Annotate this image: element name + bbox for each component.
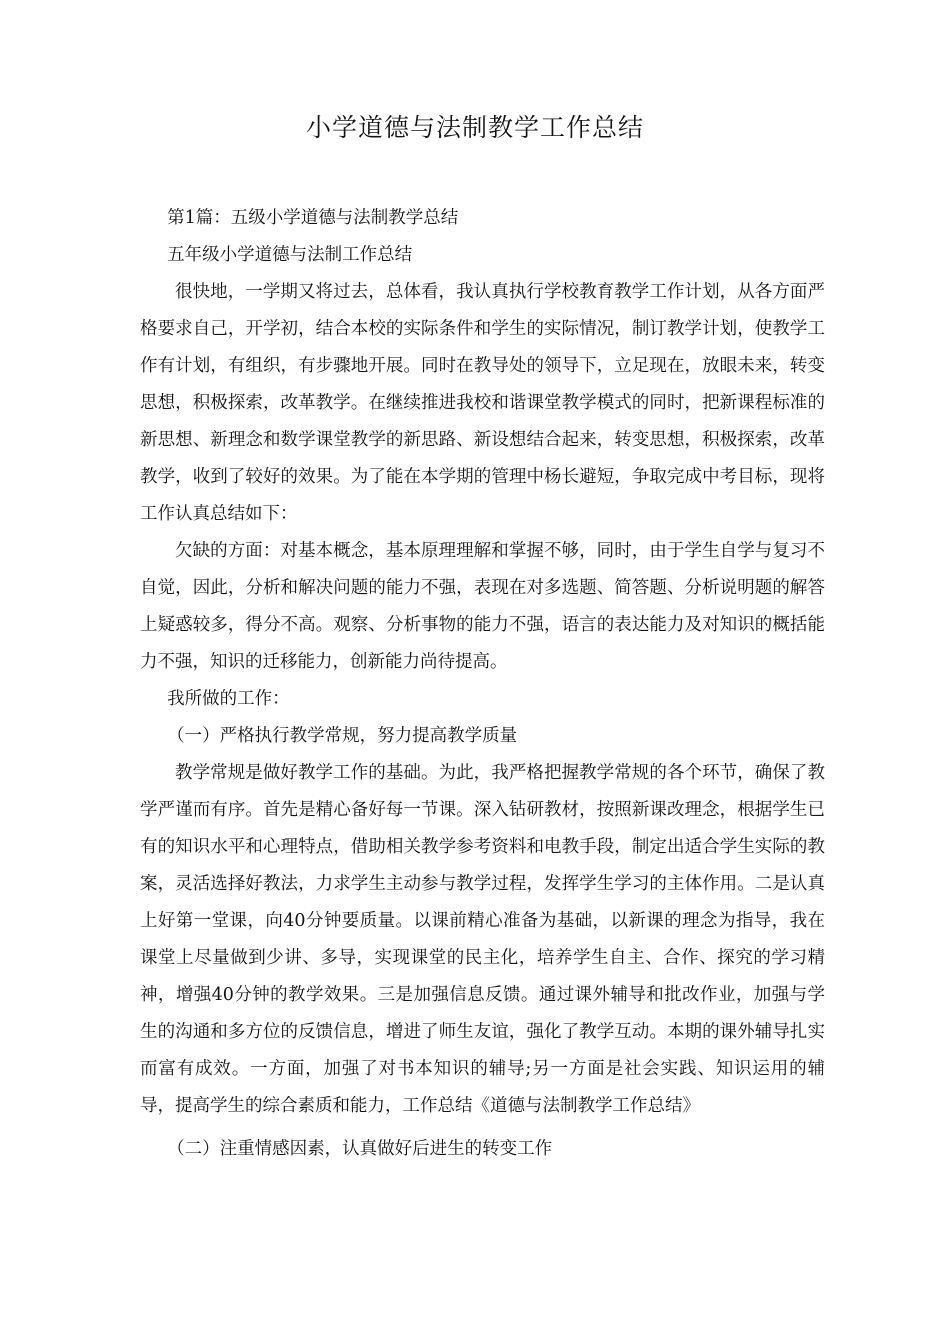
- section-one-heading: （一）严格执行教学常规，努力提高教学质量: [167, 726, 518, 746]
- article-heading: 第1篇：五级小学道德与法制教学总结: [167, 208, 459, 228]
- article-subheading: 五年级小学道德与法制工作总结: [167, 245, 413, 265]
- shortcomings-paragraph: 欠缺的方面：对基本概念，基本原理理解和掌握不够，同时，由于学生自学与复习不自觉，因此，分析和解决问题的能力不强，表现在对多选题、简答题、分析说明题的解答上疑惑较多，得分不高。观察、分析事物的能力不强，语言的表达能力及对知识的概括能力不强，知识的迁移能力，创新能力尚待提高。: [140, 541, 825, 672]
- document-body: [140, 200, 825, 1168]
- document-title: 小学道德与法制教学工作总结: [305, 113, 644, 142]
- intro-paragraph: 很快地，一学期又将过去，总体看，我认真执行学校教育教学工作计划，从各方面严格要求自己，开学初，结合本校的实际条件和学生的实际情况，制订教学计划，使教学工作有计划，有组织，有步骤地开展。同时在教导处的领导下，立足现在，放眼未来，转变思想，积极探索，改革教学。在继续推进我校和谐课堂教学模式的同时，把新课程标准的新思想、新理念和数学课堂教学的新思路、新设想结合起来，转变思想，积极探索，改革教学，收到了较好的效果。为了能在本学期的管理中杨长避短，争取完成中考目标，现将工作认真总结如下：: [140, 282, 825, 524]
- section-two-heading: （二）注重情感因素，认真做好后进生的转变工作: [167, 1139, 553, 1159]
- work-done-heading: 我所做的工作：: [167, 689, 290, 709]
- section-one-paragraph: 教学常规是做好教学工作的基础。为此，我严格把握教学常规的各个环节，确保了教学严谨而有序。首先是精心备好每一节课。深入钻研教材，按照新课改理念，根据学生已有的知识水平和心理特点，借助相关教学参考资料和电教手段，制定出适合学生实际的教案，灵活选择好教法，力求学生主动参与教学过程，发挥学生学习的主体作用。二是认真上好第一堂课，向40分钟要质量。以课前精心准备为基础，以新课的理念为指导，我在课堂上尽量做到少讲、多导，实现课堂的民主化，培养学生自主、合作、探究的学习精神，增强40分钟的教学效果。三是加强信息反馈。通过课外辅导和批改作业，加强与学生的沟通和多方位的反馈信息，增进了师生友谊，强化了教学互动。本期的课外辅导扎实而富有成效。一方面，加强了对书本知识的辅导;另一方面是社会实践、知识运用的辅导，提高学生的综合素质和能力，工作总结《道德与法制教学工作总结》: [140, 763, 825, 1116]
